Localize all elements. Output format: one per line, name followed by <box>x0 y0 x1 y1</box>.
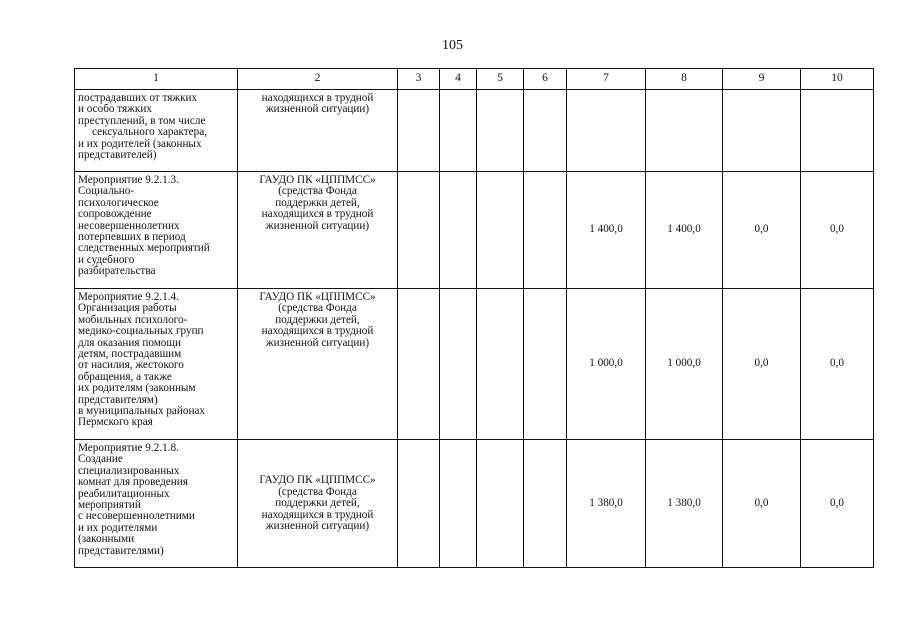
text-line: поддержки детей, <box>275 313 360 326</box>
measure-name-cell <box>75 172 238 289</box>
value-cell: 0,0 <box>801 172 874 289</box>
executor-cell <box>238 172 398 289</box>
text-line: следственных мероприятий <box>78 242 210 255</box>
text-line: их родителям (законным <box>78 382 196 395</box>
header-cell: 3 <box>398 69 440 90</box>
value-cell <box>477 440 524 568</box>
table-row <box>75 289 874 440</box>
header-cell: 5 <box>477 69 524 90</box>
text-line: от насилия, жестокого <box>78 359 184 372</box>
text-line: детям, пострадавшим <box>78 348 182 361</box>
text-line: Мероприятие 9.2.1.4. <box>78 291 179 303</box>
value-cell <box>477 289 524 440</box>
text-line: преступлений, в том числе <box>78 114 206 127</box>
value-cell <box>524 172 567 289</box>
text-line: реабилитационных <box>78 487 170 500</box>
text-line: жизненной ситуации) <box>265 219 370 232</box>
text-line: (средства Фонда <box>278 302 357 315</box>
text-line: сопровождение <box>78 208 152 221</box>
text-line: жизненной ситуации) <box>265 336 370 349</box>
text-line: Мероприятие 9.2.1.3. <box>78 174 179 186</box>
text-line: психологическое <box>78 196 159 209</box>
value-cell <box>477 90 524 172</box>
text-line: и их родителей (законных <box>78 137 202 150</box>
text-line: находящихся в трудной <box>261 92 374 104</box>
budget-table <box>74 68 874 568</box>
value-cell <box>440 172 477 289</box>
value-cell: 1 000,0 <box>646 289 723 440</box>
text-line: сексуального характера, <box>92 126 207 139</box>
text-line: находящихся в трудной <box>261 325 374 338</box>
table-row <box>75 440 874 568</box>
text-line: потерпевших в период <box>78 231 186 244</box>
header-cell: 8 <box>646 69 723 90</box>
value-cell <box>524 440 567 568</box>
value-cell <box>440 440 477 568</box>
table-row <box>75 90 874 172</box>
text-line: ГАУДО ПК «ЦППМСС» <box>259 174 376 186</box>
text-line: Пермского края <box>78 416 153 429</box>
text-line: комнат для проведения <box>78 476 188 489</box>
text-line: Социально- <box>78 185 135 198</box>
header-cell: 6 <box>524 69 567 90</box>
text-line: поддержки детей, <box>275 497 360 510</box>
value-cell <box>440 289 477 440</box>
value-cell: 0,0 <box>801 289 874 440</box>
header-cell: 1 <box>75 69 238 90</box>
value-cell: 0,0 <box>723 440 801 568</box>
text-line: жизненной ситуации) <box>265 103 370 116</box>
text-line: (средства Фонда <box>278 485 357 498</box>
value-cell <box>723 90 801 172</box>
header-cell: 2 <box>238 69 398 90</box>
value-cell <box>524 90 567 172</box>
value-cell: 1 380,0 <box>567 440 646 568</box>
value-cell: 1 380,0 <box>646 440 723 568</box>
value-cell <box>398 90 440 172</box>
page-number: 105 <box>442 38 463 53</box>
text-line: жизненной ситуации) <box>265 520 370 533</box>
text-line: пострадавших от тяжких <box>78 92 198 104</box>
value-cell: 1 400,0 <box>567 172 646 289</box>
value-cell <box>567 90 646 172</box>
text-line: находящихся в трудной <box>261 508 374 521</box>
text-line: для оказания помощи <box>78 336 181 349</box>
text-line: Мероприятие 9.2.1.8. <box>78 442 179 454</box>
value-cell: 0,0 <box>801 440 874 568</box>
header-cell: 9 <box>723 69 801 90</box>
measure-name-cell <box>75 90 238 172</box>
text-line: мобильных психолого- <box>78 313 188 326</box>
value-cell: 0,0 <box>723 289 801 440</box>
text-line: медико-социальных групп <box>78 325 204 338</box>
value-cell <box>398 289 440 440</box>
value-cell <box>646 90 723 172</box>
value-cell <box>477 172 524 289</box>
value-cell <box>524 289 567 440</box>
text-line: (средства Фонда <box>278 185 357 198</box>
measure-name-cell <box>75 289 238 440</box>
table-row <box>75 172 874 289</box>
value-cell <box>440 90 477 172</box>
text-line: ГАУДО ПК «ЦППМСС» <box>259 291 376 303</box>
executor-cell <box>238 440 398 568</box>
text-line: Создание <box>78 453 123 466</box>
measure-name-cell <box>75 440 238 568</box>
text-line: и особо тяжких <box>78 103 152 116</box>
text-line: специализированных <box>78 464 180 477</box>
value-cell: 0,0 <box>723 172 801 289</box>
text-line: с несовершеннолетними <box>78 510 195 523</box>
text-line: (законными <box>78 533 135 546</box>
text-line: в муниципальных районах <box>78 405 206 418</box>
text-line: представителями) <box>78 544 164 557</box>
executor-cell <box>238 289 398 440</box>
text-line: находящихся в трудной <box>261 208 374 221</box>
value-cell: 1 400,0 <box>646 172 723 289</box>
header-cell: 10 <box>801 69 874 90</box>
text-line: несовершеннолетних <box>78 219 180 232</box>
text-line: Организация работы <box>78 302 177 315</box>
header-cell: 7 <box>567 69 646 90</box>
text-line: ГАУДО ПК «ЦППМСС» <box>259 474 376 487</box>
text-line: обращения, а также <box>78 370 172 383</box>
text-line: мероприятий <box>78 499 141 512</box>
text-line: разбирательства <box>78 265 156 278</box>
value-cell <box>801 90 874 172</box>
value-cell <box>398 440 440 568</box>
text-line: и их родителями <box>78 521 158 534</box>
executor-cell <box>238 90 398 172</box>
value-cell: 1 000,0 <box>567 289 646 440</box>
text-line: поддержки детей, <box>275 196 360 209</box>
header-row <box>75 69 874 90</box>
value-cell <box>398 172 440 289</box>
header-cell: 4 <box>440 69 477 90</box>
text-line: представителям) <box>78 393 158 406</box>
text-line: представителей) <box>78 149 157 162</box>
text-line: и судебного <box>78 253 135 266</box>
